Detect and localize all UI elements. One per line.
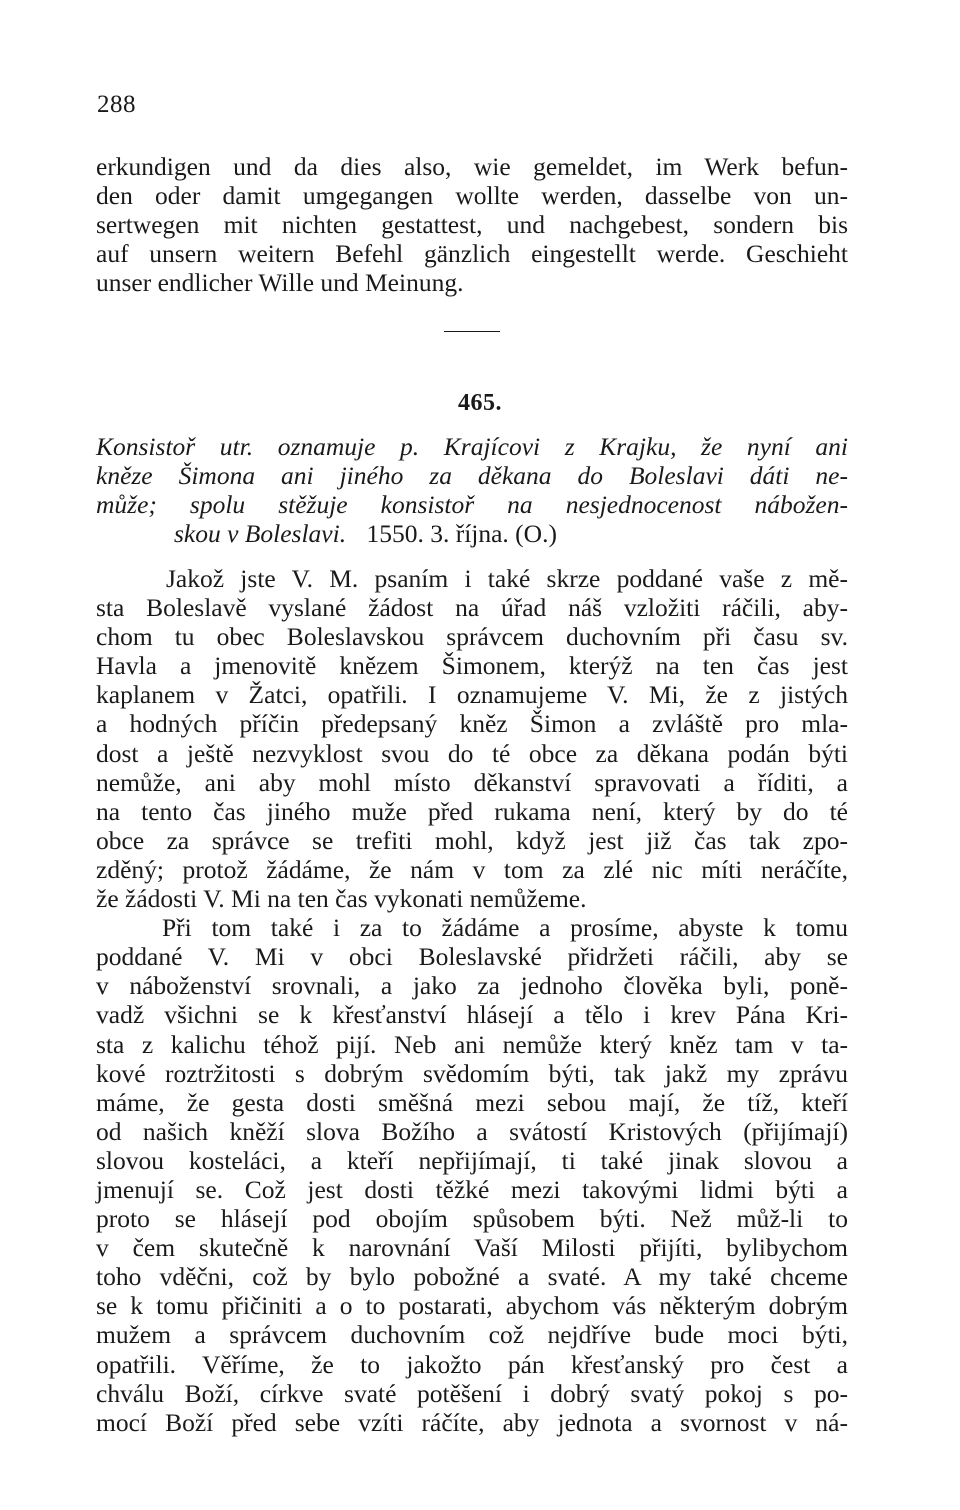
text-line: jmenují se. Což jest dosti těžké mezi takovými lidmi býti a: [96, 1174, 848, 1204]
text-line: se k tomu přičiniti a o to postarati, abychom vás některým dobrým: [96, 1291, 848, 1321]
text-line: mužem a správcem duchovním což nejdříve bude moci býti,: [96, 1320, 848, 1350]
text-line: unser endlicher Wille und Meinung.: [96, 268, 464, 298]
summary-line: kněze Šimona ani jiného za děkana do Boleslavi dáti ne-: [96, 461, 848, 491]
text-line: máme, že gesta dosti směšná mezi sebou mají, že tíž, kteří: [96, 1087, 848, 1117]
text-line: sta Boleslavě vyslané žádost na úřad náš vzložiti ráčili, aby-: [96, 593, 848, 623]
text-line: sertwegen mit nichten gestattest, und nachgebest, sondern bis: [96, 210, 848, 240]
text-line: chom tu obec Boleslavskou správcem duchovním při času sv.: [96, 622, 848, 652]
summary-line: Konsistoř utr. oznamuje p. Krajícovi z Krajku, že nyní ani: [96, 432, 848, 461]
text-line: zděný; protož žádáme, že nám v tom za zlé nic míti neráčíte,: [96, 854, 848, 884]
summary-place: skou v Boleslavi.: [174, 519, 347, 549]
text-line: že žádosti V. Mi na ten čas vykonati nemůžeme.: [96, 884, 587, 914]
text-line: vadž všichni se k křesťanství hlásejí a tělo i krev Pána Kri-: [96, 1000, 848, 1030]
text-line: Jakož jste V. M. psaním i také skrze poddané vaše z mě-: [166, 564, 848, 593]
text-line: opatřili. Věříme, že to jakožto pán křesťanský pro čest a: [96, 1349, 848, 1379]
text-line: poddané V. Mi v obci Boleslavské přidržeti ráčili, aby se: [96, 942, 848, 972]
text-line: sta z kalichu téhož pijí. Neb ani nemůže který kněz tam v ta-: [96, 1029, 848, 1059]
text-line: auf unsern weitern Befehl gänzlich eingestellt werde. Geschieht: [96, 239, 848, 269]
text-line: erkundigen und da dies also, wie gemeldet, im Werk befun-: [96, 152, 848, 181]
letter-body: [96, 564, 848, 1437]
page-number: 288: [97, 91, 136, 118]
document-number: 465.: [458, 390, 502, 416]
text-line: mocí Boží před sebe vzíti ráčíte, aby jednota a svornost v ná-: [96, 1407, 848, 1437]
text-line: kaplanem v Žatci, opatřili. I oznamujeme V. Mi, že z jistých: [96, 680, 848, 710]
text-line: v náboženství srovnali, a jako za jednoho člověka byli, poně-: [96, 971, 848, 1001]
text-line: toho vděčni, což by bylo pobožné a svaté. A my také chceme: [96, 1262, 848, 1292]
summary-line: může; spolu stěžuje konsistoř na nesjednocenost nábožen-: [96, 490, 848, 520]
summary-line: [96, 519, 848, 548]
text-line: dost a ještě nezvyklost svou do té obce za děkana podán býti: [96, 738, 848, 768]
text-line: a hodných příčin předepsaný kněz Šimon a zvláště pro mla-: [96, 709, 848, 739]
text-line: den oder damit umgegangen wollte werden, dasselbe von un-: [96, 181, 848, 211]
text-line: Havla a jmenovitě knězem Šimonem, kterýž na ten čas jest: [96, 651, 848, 681]
document-summary: [96, 432, 848, 548]
summary-date: 1550. 3. října. (O.): [366, 519, 557, 549]
text-line: chválu Boží, církve svaté potěšení i dobrý svatý pokoj s po-: [96, 1378, 848, 1408]
intro-paragraph: [96, 152, 848, 297]
text-line: od našich kněží slova Božího a svátostí Kristových (přijímají): [96, 1116, 848, 1146]
text-line: na tento čas jiného muže před rukama není, který by do té: [96, 796, 848, 826]
text-line: kové roztržitosti s dobrým svědomím býti, tak jakž my zprávu: [96, 1058, 848, 1088]
text-line: proto se hlásejí pod obojím spůsobem býti. Než můž-li to: [96, 1204, 848, 1234]
text-line: v čem skutečně k narovnání Vaší Milosti přijíti, bylibychom: [96, 1233, 848, 1263]
text-line: slovou kosteláci, a kteří nepřijímají, ti také jinak slovou a: [96, 1145, 848, 1175]
text-line: nemůže, ani aby mohl místo děkanství spravovati a říditi, a: [96, 767, 848, 797]
section-separator: [444, 331, 500, 332]
text-line: Při tom také i za to žádáme a prosíme, abyste k tomu: [162, 913, 848, 943]
text-line: obce za správce se trefiti mohl, když jest již čas tak zpo-: [96, 825, 848, 855]
